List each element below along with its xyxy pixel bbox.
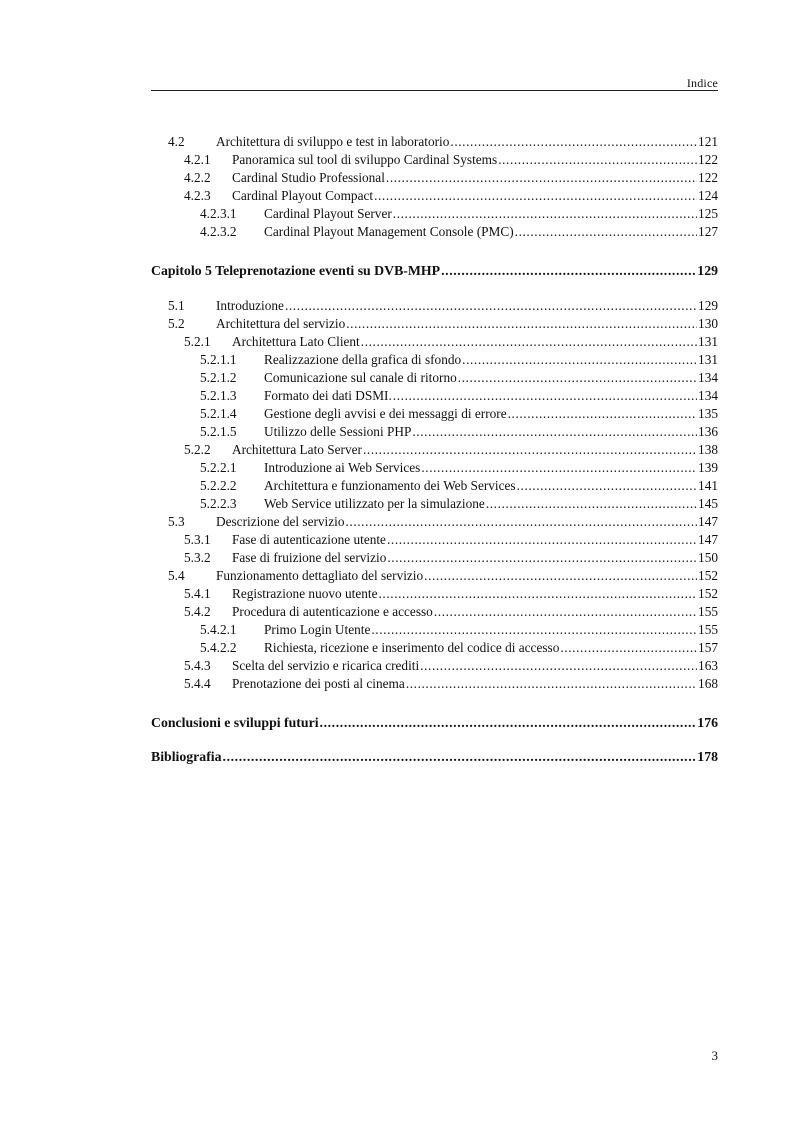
toc-entry-title: Scelta del servizio e ricarica crediti: [232, 658, 420, 673]
toc-entry-5-2-2-2[interactable]: [151, 477, 718, 495]
toc-entry-title: Web Service utilizzato per la simulazione: [264, 496, 485, 511]
toc-entry-5-3-1[interactable]: [151, 531, 718, 549]
toc-chapter-title: Capitolo 5 Teleprenotazione eventi su DVB-MHP: [151, 263, 441, 278]
toc-entry-number: 5.4.2.1: [200, 622, 237, 637]
toc-entry-5-2-1[interactable]: [151, 333, 718, 351]
toc-entry-page: 122: [698, 152, 718, 167]
toc-entry-page: 150: [698, 550, 718, 565]
toc-chapter-page: 129: [697, 263, 718, 278]
toc-entry-page: 138: [698, 442, 718, 457]
dot-leader: [406, 675, 697, 693]
toc-entry-number: 5.2.1.3: [200, 388, 237, 403]
toc-entry-title: Fase di autenticazione utente: [232, 532, 386, 547]
toc-entry-title: Introduzione ai Web Services: [264, 460, 421, 475]
toc-entry-page: 155: [698, 604, 718, 619]
dot-leader: [508, 405, 697, 423]
dot-leader: [393, 387, 697, 405]
dot-leader: [424, 567, 697, 585]
dot-leader: [517, 477, 697, 495]
spacer: [151, 281, 718, 297]
toc-entry-5-2-2-3[interactable]: [151, 495, 718, 513]
toc-entry-page: 135: [698, 406, 718, 421]
page-number: 3: [711, 1048, 718, 1063]
dot-leader: [363, 441, 697, 459]
toc-entry-5-2-1-5[interactable]: [151, 423, 718, 441]
toc-entry-number: 5.4.1: [184, 586, 211, 601]
toc-entry-5-2-1-4[interactable]: [151, 405, 718, 423]
toc-entry-5-2[interactable]: [151, 315, 718, 333]
toc-entry-number: 5.2.1.2: [200, 370, 237, 385]
toc-entry-5-4-4[interactable]: [151, 675, 718, 693]
dot-leader: [379, 585, 698, 603]
toc-entry-number: 5.4.3: [184, 658, 211, 673]
toc-entry-page: 121: [698, 134, 718, 149]
dot-leader: [387, 531, 697, 549]
dot-leader: [434, 603, 697, 621]
toc-entry-title: Panoramica sul tool di sviluppo Cardinal Systems: [232, 152, 498, 167]
toc-entry-page: 152: [698, 568, 718, 583]
toc-entry-number: 5.4: [168, 568, 185, 583]
toc-entry-page: 147: [698, 532, 718, 547]
toc-entry-4-2[interactable]: [151, 133, 718, 151]
toc-entry-page: 152: [698, 586, 718, 601]
toc-entry-page: 131: [698, 334, 718, 349]
toc-entry-5-4-3[interactable]: [151, 657, 718, 675]
toc-entry-number: 5.2.1.4: [200, 406, 237, 421]
toc-entry-title: Formato dei dati DSMI.: [264, 388, 392, 403]
toc-entry-number: 5.1: [168, 298, 185, 313]
toc-entry-5-3-2[interactable]: [151, 549, 718, 567]
toc-entry-5-2-2-1[interactable]: [151, 459, 718, 477]
dot-leader: [420, 657, 697, 675]
toc-conclusioni[interactable]: [151, 713, 718, 733]
toc-entry-5-4-1[interactable]: [151, 585, 718, 603]
toc-entry-4-2-3[interactable]: [151, 187, 718, 205]
toc-entry-5-1[interactable]: [151, 297, 718, 315]
toc-entry-page: 129: [698, 298, 718, 313]
toc-entry-title: Gestione degli avvisi e dei messaggi di errore: [264, 406, 507, 421]
toc-entry-page: 163: [698, 658, 718, 673]
toc-entry-title: Descrizione del servizio: [216, 514, 345, 529]
dot-leader: [371, 621, 697, 639]
toc-entry-number: 4.2.3.1: [200, 206, 237, 221]
spacer: [151, 733, 718, 747]
toc-entry-title: Comunicazione sul canale di ritorno: [264, 370, 457, 385]
dot-leader: [285, 297, 697, 315]
toc-entry-title: Cardinal Playout Server: [264, 206, 392, 221]
dot-leader: [458, 369, 697, 387]
toc-entry-5-2-1-1[interactable]: [151, 351, 718, 369]
toc-entry-page: 127: [698, 224, 718, 239]
dot-leader: [412, 423, 697, 441]
dot-leader: [387, 549, 697, 567]
toc-entry-title: Cardinal Playout Management Console (PMC): [264, 224, 514, 239]
toc-entry-4-2-3-1[interactable]: [151, 205, 718, 223]
toc-entry-page: 168: [698, 676, 718, 691]
toc-entry-number: 5.4.2: [184, 604, 211, 619]
toc-entry-number: 5.3: [168, 514, 185, 529]
toc-entry-title: Registrazione nuovo utente: [232, 586, 378, 601]
toc-entry-5-3[interactable]: [151, 513, 718, 531]
toc-entry-5-4-2-2[interactable]: [151, 639, 718, 657]
toc-entry-5-4[interactable]: [151, 567, 718, 585]
dot-leader: [320, 713, 697, 733]
toc-entry-4-2-1[interactable]: [151, 151, 718, 169]
toc-entry-number: 5.3.1: [184, 532, 211, 547]
toc-entry-number: 5.2: [168, 316, 185, 331]
header-rule: [151, 90, 718, 91]
toc-entry-page: 141: [698, 478, 718, 493]
dot-leader: [498, 151, 697, 169]
toc-entry-4-2-3-2[interactable]: [151, 223, 718, 241]
toc-entry-number: 5.2.2.1: [200, 460, 237, 475]
toc-entry-number: 5.3.2: [184, 550, 211, 565]
toc-entry-number: 4.2: [168, 134, 185, 149]
toc-entry-page: 134: [698, 388, 718, 403]
toc-entry-title: Primo Login Utente: [264, 622, 371, 637]
spacer: [151, 241, 718, 261]
toc-entry-title: Realizzazione della grafica di sfondo: [264, 352, 462, 367]
toc-chapter-page: 178: [697, 749, 718, 764]
toc-entry-number: 5.2.2.2: [200, 478, 237, 493]
toc-entry-title: Richiesta, ricezione e inserimento del codice di accesso: [264, 640, 560, 655]
toc-entry-number: 5.2.1.5: [200, 424, 237, 439]
toc-entry-title: Architettura Lato Client: [232, 334, 360, 349]
toc-entry-title: Architettura Lato Server: [232, 442, 362, 457]
toc-bibliografia[interactable]: [151, 747, 718, 767]
toc-entry-page: 139: [698, 460, 718, 475]
toc-entry-title: Utilizzo delle Sessioni PHP: [264, 424, 412, 439]
toc-entry-5-4-2[interactable]: [151, 603, 718, 621]
toc-entry-title: Architettura del servizio: [216, 316, 346, 331]
toc-entry-5-4-2-1[interactable]: [151, 621, 718, 639]
dot-leader: [345, 513, 697, 531]
toc-entry-5-2-2[interactable]: [151, 441, 718, 459]
toc-entry-page: 157: [698, 640, 718, 655]
toc-entry-number: 5.2.2: [184, 442, 211, 457]
toc-entry-number: 5.2.2.3: [200, 496, 237, 511]
toc-entry-page: 136: [698, 424, 718, 439]
dot-leader: [361, 333, 697, 351]
toc-chapter-title: Conclusioni e sviluppi futuri: [151, 715, 319, 730]
toc-entry-number: 4.2.1: [184, 152, 211, 167]
toc-entry-page: 124: [698, 188, 718, 203]
dot-leader: [462, 351, 697, 369]
dot-leader: [346, 315, 697, 333]
toc-entry-number: 5.4.2.2: [200, 640, 237, 655]
dot-leader: [486, 495, 697, 513]
toc-chapter-5[interactable]: [151, 261, 718, 281]
toc-entry-number: 4.2.3.2: [200, 224, 237, 239]
dot-leader: [223, 747, 697, 767]
dot-leader: [450, 133, 697, 151]
toc-chapter-page: 176: [697, 715, 718, 730]
toc-entry-page: 131: [698, 352, 718, 367]
dot-leader: [393, 205, 697, 223]
dot-leader: [560, 639, 697, 657]
toc-entry-page: 130: [698, 316, 718, 331]
toc-entry-5-2-1-2[interactable]: [151, 369, 718, 387]
toc-entry-page: 122: [698, 170, 718, 185]
toc-entry-title: Architettura di sviluppo e test in laboratorio: [216, 134, 450, 149]
toc-entry-number: 4.2.3: [184, 188, 211, 203]
toc-entry-4-2-2[interactable]: [151, 169, 718, 187]
toc-entry-page: 147: [698, 514, 718, 529]
toc-entry-title: Cardinal Studio Professional: [232, 170, 385, 185]
toc-entry-page: 155: [698, 622, 718, 637]
toc-entry-title: Cardinal Playout Compact: [232, 188, 374, 203]
toc-entry-5-2-1-3[interactable]: [151, 387, 718, 405]
dot-leader: [515, 223, 697, 241]
toc-entry-number: 5.4.4: [184, 676, 211, 691]
running-header: Indice: [686, 76, 718, 90]
toc-chapter-title: Bibliografia: [151, 749, 222, 764]
toc-entry-title: Funzionamento dettagliato del servizio: [216, 568, 424, 583]
toc-entry-number: 5.2.1: [184, 334, 211, 349]
dot-leader: [421, 459, 697, 477]
toc-entry-title: Procedura di autenticazione e accesso: [232, 604, 433, 619]
toc-entry-title: Introduzione: [216, 298, 284, 313]
toc-entry-title: Architettura e funzionamento dei Web Services: [264, 478, 516, 493]
table-of-contents: [151, 133, 718, 767]
dot-leader: [374, 187, 697, 205]
toc-entry-page: 145: [698, 496, 718, 511]
spacer: [151, 693, 718, 713]
toc-entry-number: 5.2.1.1: [200, 352, 237, 367]
toc-entry-title: Fase di fruizione del servizio: [232, 550, 387, 565]
dot-leader: [386, 169, 697, 187]
dot-leader: [441, 261, 696, 281]
toc-entry-title: Prenotazione dei posti al cinema: [232, 676, 405, 691]
toc-entry-page: 125: [698, 206, 718, 221]
toc-entry-page: 134: [698, 370, 718, 385]
toc-entry-number: 4.2.2: [184, 170, 211, 185]
